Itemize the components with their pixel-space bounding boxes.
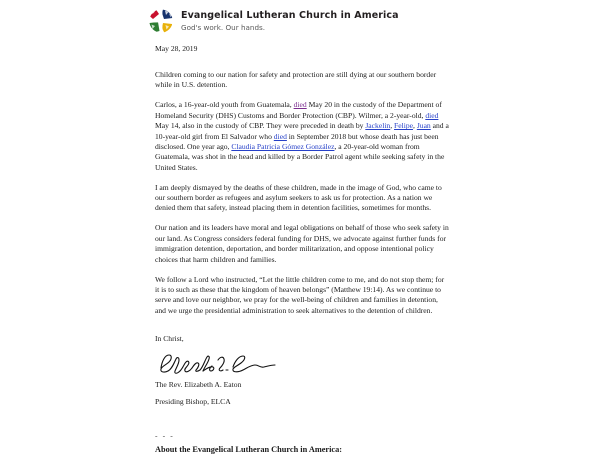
p2-text-h: , a 20-year-old woman from Guatemala, was shot in the head and killed by a Border Patrol agent while seeking safety in the United States. <box>155 141 445 172</box>
link-claudia-patricia-gomez-gonzalez[interactable]: Claudia Patricia Gómez González <box>231 141 335 151</box>
signer-name: The Rev. Elizabeth A. Eaton <box>155 380 242 390</box>
letterhead <box>148 8 399 34</box>
handwritten-signature-icon <box>157 350 287 376</box>
paragraph-5: We follow a Lord who instructed, “Let the little children come to me, and do not stop them; for it is to such as these that the kingdom of heaven belongs” (Matthew 19:14). As we continue to serve and love our neighbor, we pray for the well-being of children and families in detention, and we urge the presidential administration to seek alternatives to the detention of children. <box>155 274 445 315</box>
p2-text-d: , <box>390 121 395 131</box>
p2-text-a: Carlos, a 16-year-old youth from Guatemala, <box>155 100 294 110</box>
link-died-el-salvador-girl[interactable]: died <box>273 131 287 141</box>
link-jackelin[interactable]: Jackelin <box>365 121 391 131</box>
paragraph-3: I am deeply dismayed by the deaths of these children, made in the image of God, who came to our southern border as refugees and asylum seekers to ask us for protection. As a nation we denied them that safety, instead placing them in detention facilities, sometimes for months. <box>155 182 442 213</box>
p2-text-b: May 20 in the custody of the Department of Homeland Security (DHS) Customs and Border Protection (CBP). Wilmer, a 2-year-old, <box>155 100 442 120</box>
link-died-wilmer[interactable]: died <box>425 110 439 120</box>
paragraph-2 <box>155 100 449 173</box>
paragraph-4: Our nation and its leaders have moral and legal obligations on behalf of those who seek safety in our land. As Congress considers federal funding for DHS, we advocate against further funds for immigration detention, deportation, and border militarization, and oppose intentional policy choices that harm children and families. <box>155 223 449 264</box>
p2-text-f: and a 10-year-old girl from El Salvador who <box>155 121 449 141</box>
paragraph-1: Children coming to our nation for safety and protection are still dying at our southern border while in U.S. detention. <box>155 70 437 90</box>
p2-text-g: in September 2018 but whose death has just been disclosed. One year ago, <box>155 131 439 151</box>
footer-heading: About the Evangelical Lutheran Church in America: <box>155 445 342 455</box>
letter-body <box>155 44 449 455</box>
signer-title: Presiding Bishop, ELCA <box>155 397 231 407</box>
p2-text-e: , <box>413 121 417 131</box>
link-juan[interactable]: Juan <box>416 121 431 131</box>
link-died-carlos[interactable]: died <box>293 100 307 110</box>
section-separator: - - - <box>155 431 175 441</box>
brand-name: Evangelical Lutheran Church in America <box>181 10 399 21</box>
closing-salutation: In Christ, <box>155 334 184 344</box>
date-line: May 28, 2019 <box>155 44 198 53</box>
brand-text-block <box>181 8 399 33</box>
link-felipe[interactable]: Felipe <box>394 121 414 131</box>
brand-tagline: God's work. Our hands. <box>181 22 266 32</box>
p2-text-c: May 14, also in the custody of CBP. They were preceded in death by <box>155 121 366 131</box>
elca-cross-circle-logo-icon <box>148 8 174 34</box>
